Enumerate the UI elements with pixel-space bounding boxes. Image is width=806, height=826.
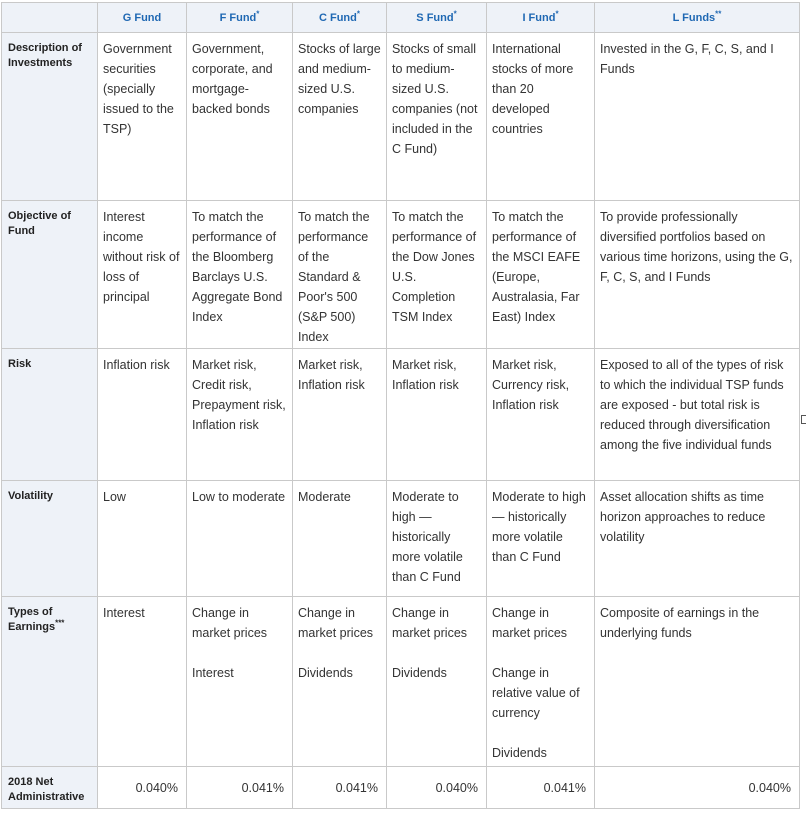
row-header: Description of Investments — [2, 33, 98, 201]
cell-text: Low to moderate — [192, 490, 286, 504]
cell-text: 0.041% — [543, 780, 586, 795]
column-header: S Fund* — [387, 3, 487, 33]
column-header: F Fund* — [187, 3, 293, 33]
table-cell — [487, 201, 595, 349]
cell-text: Market risk, Inflation risk — [392, 358, 459, 392]
cell-text: To match the performance of the Dow Jones U.S. Completion TSM Index — [392, 210, 477, 324]
column-header: C Fund* — [293, 3, 387, 33]
table-cell — [487, 481, 595, 597]
cell-text: Change in market prices — [192, 606, 268, 640]
cell-text: 0.041% — [241, 780, 284, 795]
column-header: G Fund — [98, 3, 187, 33]
table-cell — [293, 201, 387, 349]
cell-text: Moderate to high — historically more volatile than C Fund — [492, 490, 586, 564]
table-cell — [98, 201, 187, 349]
cell-text: Market risk, Currency risk, Inflation risk — [492, 358, 570, 412]
table-cell — [595, 767, 800, 809]
table-cell — [595, 201, 800, 349]
table-cell — [387, 201, 487, 349]
table-cell — [387, 33, 487, 201]
table-cell — [293, 349, 387, 481]
table-cell — [293, 767, 387, 809]
cell-text: Change in market prices — [298, 606, 374, 640]
header-row — [2, 3, 800, 33]
cell-text: Inflation risk — [103, 358, 170, 372]
cell-text: Interest income without risk of loss of principal — [103, 210, 180, 304]
cell-text: Market risk, Inflation risk — [298, 358, 365, 392]
table-cell — [293, 597, 387, 767]
cell-text: Composite of earnings in the underlying funds — [600, 606, 760, 640]
table-cell — [487, 597, 595, 767]
cell-text: Change in market prices — [392, 606, 468, 640]
cell-text: Stocks of large and medium-sized U.S. companies — [298, 42, 381, 116]
cell-text: Asset allocation shifts as time horizon approaches to reduce volatility — [600, 490, 766, 544]
row-header: Volatility — [2, 481, 98, 597]
table-cell — [293, 481, 387, 597]
side-tick-mark — [801, 415, 806, 424]
table-cell — [187, 767, 293, 809]
cell-text: 0.041% — [335, 780, 378, 795]
cell-text: To match the performance of the Bloomberg Barclays U.S. Aggregate Bond Index — [192, 210, 283, 324]
cell-text: Dividends — [492, 746, 547, 760]
table-cell — [595, 349, 800, 481]
cell-text: Dividends — [298, 666, 353, 680]
row-header: Risk — [2, 349, 98, 481]
cell-text: Invested in the G, F, C, S, and I Funds — [600, 42, 774, 76]
table-cell — [187, 201, 293, 349]
table-row — [2, 201, 800, 349]
table-row — [2, 33, 800, 201]
table-cell — [98, 597, 187, 767]
table-cell — [98, 481, 187, 597]
table-row — [2, 597, 800, 767]
table-cell — [387, 481, 487, 597]
table-row — [2, 767, 800, 809]
cell-text: Change in market prices — [492, 606, 568, 640]
table-cell — [595, 33, 800, 201]
cell-text: Government securities (specially issued to the TSP) — [103, 42, 174, 136]
cell-text: Exposed to all of the types of risk to which the individual TSP funds are exposed - but total risk is reduced through diversification among the five individual funds — [600, 358, 784, 452]
column-header: L Funds** — [595, 3, 800, 33]
cell-text: Interest — [103, 606, 145, 620]
cell-text: Government, corporate, and mortgage-backed bonds — [192, 42, 273, 116]
cell-text: To match the performance of the Standard & Poor's 500 (S&P 500) Index — [298, 210, 370, 344]
table-cell — [187, 597, 293, 767]
table-cell — [595, 481, 800, 597]
table-cell — [487, 767, 595, 809]
cell-text: 0.040% — [748, 780, 791, 795]
cell-text: Change in relative value of currency — [492, 666, 580, 720]
row-header: 2018 Net Administrative — [2, 767, 98, 809]
table-row — [2, 349, 800, 481]
cell-text: Low — [103, 490, 126, 504]
row-header: Objective of Fund — [2, 201, 98, 349]
table-cell — [387, 349, 487, 481]
table-cell — [487, 33, 595, 201]
cell-text: Stocks of small to medium-sized U.S. companies (not included in the C Fund) — [392, 42, 478, 156]
table-cell — [187, 33, 293, 201]
table-cell — [98, 767, 187, 809]
cell-text: International stocks of more than 20 developed countries — [492, 42, 574, 136]
cell-text: Interest — [192, 666, 234, 680]
column-header: I Fund* — [487, 3, 595, 33]
cell-text: To match the performance of the MSCI EAFE (Europe, Australasia, Far East) Index — [492, 210, 581, 324]
cell-text: Moderate — [298, 490, 351, 504]
table-cell — [187, 481, 293, 597]
row-header: Types of Earnings*** — [2, 597, 98, 767]
table-cell — [98, 349, 187, 481]
cell-text: 0.040% — [435, 780, 478, 795]
table-cell — [187, 349, 293, 481]
table-cell — [387, 597, 487, 767]
table-row — [2, 481, 800, 597]
table-cell — [595, 597, 800, 767]
fund-comparison-table — [1, 2, 800, 809]
cell-text: Moderate to high — historically more volatile than C Fund — [392, 490, 463, 584]
table-cell — [487, 349, 595, 481]
cell-text: Market risk, Credit risk, Prepayment risk, Inflation risk — [192, 358, 286, 432]
table-cell — [98, 33, 187, 201]
corner-cell — [2, 3, 98, 33]
cell-text: 0.040% — [135, 780, 178, 795]
table-cell — [293, 33, 387, 201]
table-cell — [387, 767, 487, 809]
cell-text: To provide professionally diversified portfolios based on various time horizons, using the G, F, C, S, and I Funds — [600, 210, 793, 284]
cell-text: Dividends — [392, 666, 447, 680]
